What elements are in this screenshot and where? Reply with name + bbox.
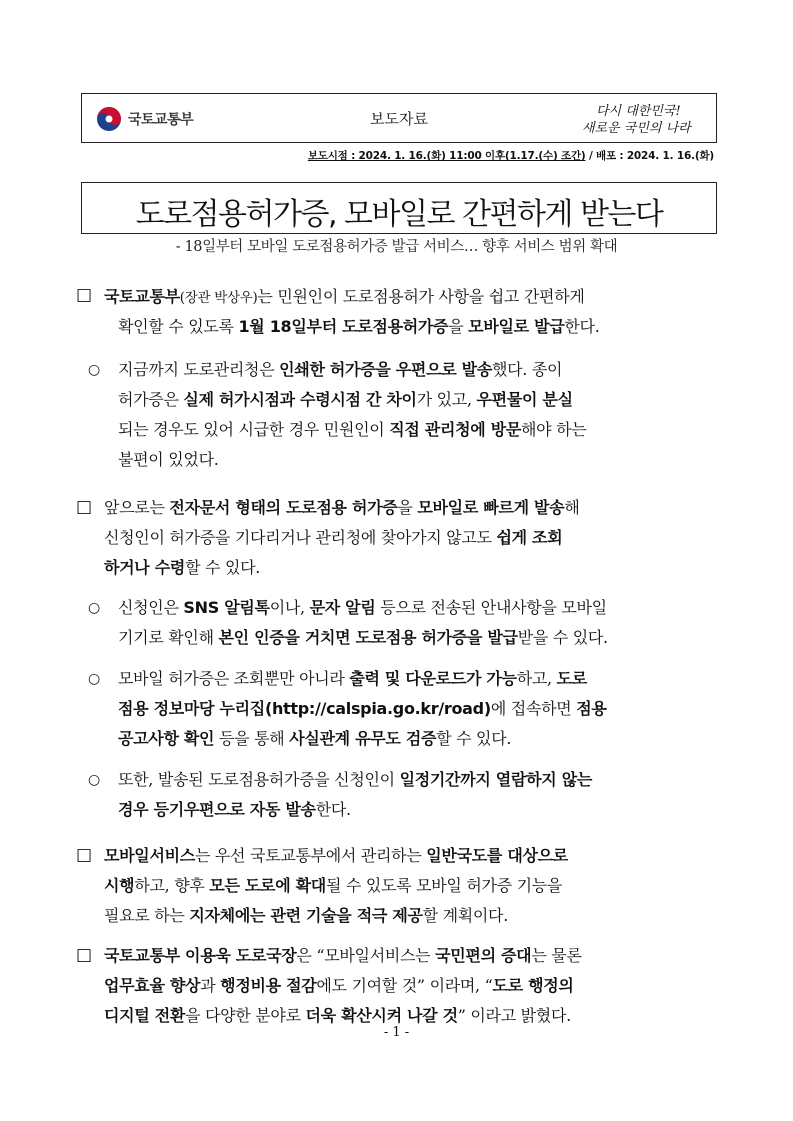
paragraph-2-cont: 신청인이 허가증을 기다리거나 관리청에 찾아가지 않고도 쉽게 조회 하거나 수령할 수 있다.: [104, 528, 563, 577]
slogan-handwriting: [576, 99, 706, 139]
box-bullet: □: [76, 497, 93, 517]
distribution-date: / 배포 : 2024. 1. 16.(화): [585, 150, 714, 162]
paragraph-2b: 모바일 허가증은 조회뿐만 아니라 출력 및 다운로드가 가능하고, 도로 점용 정보마당 누리집(http://calspia.go.kr/road)에 접속하면 점용 공고사항 확인 등을 통해 사실관계 유무도 검증할 수 있다.: [118, 669, 607, 748]
slogan-line1: 다시 대한민국!: [596, 104, 681, 119]
title-box: [81, 182, 717, 234]
circle-bullet: ○: [88, 600, 101, 616]
page-number: - 1 -: [383, 1025, 410, 1040]
paragraph-1a: 지금까지 도로관리청은 인쇄한 허가증을 우편으로 발송했다. 종이 허가증은 실제 허가시점과 수령시점 간 차이가 있고, 우편물이 분실 되는 경우도 있어 시급한 경우 민원인이 직접 관리청에 방문해야 하는 불편이 있었다.: [118, 360, 587, 469]
circle-bullet: ○: [88, 362, 101, 378]
paragraph-1: 국토교통부(장관 박상우)는 민원인이 도로점용허가 사항을 쉽고 간편하게: [104, 287, 585, 306]
release-info: [308, 148, 714, 163]
subheadline: - 18일부터 모바일 도로점용허가증 발급 서비스… 향후 서비스 범위 확대: [175, 239, 618, 255]
paragraph-4: 국토교통부 이용욱 도로국장은 “모바일서비스는 국민편의 증대는 물론 업무효율 향상과 행정비용 절감에도 기여할 것” 이라며, “도로 행정의 디지털 전환을 다양한 분야로 더욱 확산시켜 나갈 것” 이라고 밝혔다.: [104, 946, 582, 1025]
paragraph-1-line2: 확인할 수 있도록 1월 18일부터 도로점용허가증을 모바일로 발급한다.: [118, 317, 600, 336]
box-bullet: □: [76, 945, 93, 965]
paragraph-3: 모바일서비스는 우선 국토교통부에서 관리하는 일반국도를 대상으로 시행하고, 향후 모든 도로에 확대될 수 있도록 모바일 허가증 기능을 필요로 하는 지자체에는 관련 기술을 적극 제공할 계획이다.: [104, 846, 568, 925]
paragraph-2c: 또한, 발송된 도로점용허가증을 신청인이 일정기간까지 열람하지 않는 경우 등기우편으로 자동 발송한다.: [118, 770, 593, 819]
box-bullet: □: [76, 845, 93, 865]
circle-bullet: ○: [88, 772, 101, 788]
embargo-time: 보도시점 : 2024. 1. 16.(화) 11:00 이후(1.17.(수) 조간): [307, 150, 586, 162]
paragraph-2: 앞으로는 전자문서 형태의 도로점용 허가증을 모바일로 빠르게 발송해: [104, 498, 580, 517]
box-bullet: □: [76, 285, 93, 305]
press-release-label: 보도자료: [370, 110, 428, 128]
headline: 도로점용허가증, 모바일로 간편하게 받는다: [135, 197, 663, 232]
ministry-name: 국토교통부: [128, 112, 194, 128]
circle-bullet: ○: [88, 671, 101, 687]
slogan-line2: 새로운 국민의 나라: [582, 121, 691, 136]
paragraph-2a: 신청인은 SNS 알림톡이나, 문자 알림 등으로 전송된 안내사항을 모바일 기기로 확인해 본인 인증을 거치면 도로점용 허가증을 발급받을 수 있다.: [118, 598, 608, 647]
press-release-header: [81, 93, 717, 143]
